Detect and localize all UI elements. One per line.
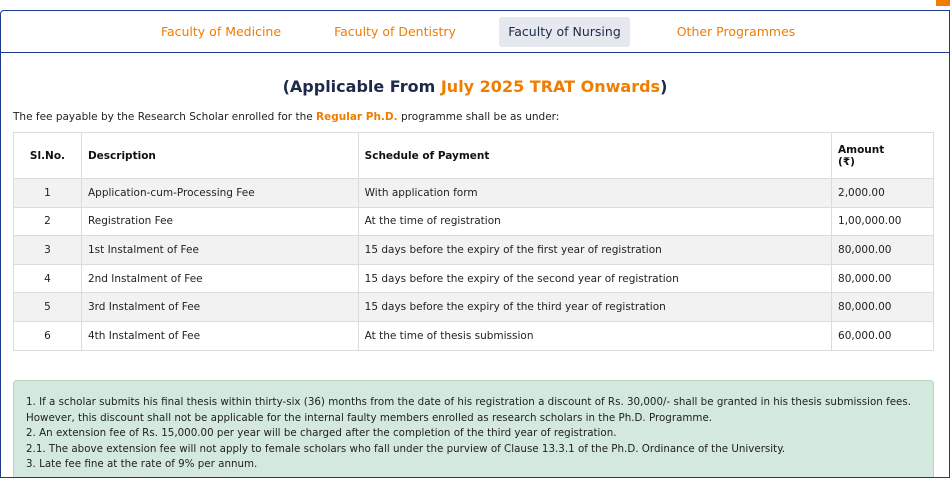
cell-no: 2 [14,207,82,236]
cell-amount: 60,000.00 [832,321,934,350]
note-line: 2. An extension fee of Rs. 15,000.00 per year will be charged after the completion of the third year of registration. [26,427,617,439]
tab-other-programmes[interactable]: Other Programmes [676,24,796,39]
faculty-tabs [1,11,949,53]
cell-description: Application-cum-Processing Fee [81,179,358,208]
note-line: However, this discount shall not be applicable for the internal faulty members enrolled as research scholars in the Ph.D. Programme. [26,411,713,424]
header-schedule: Schedule of Payment [358,133,831,179]
note-line: 2.1. The above extension fee will not apply to female scholars who fall under the purview of Clause 13.3.1 of the Ph.D. Ordinance of the University. [26,442,786,455]
table-row [14,293,934,322]
tab-faculty-of-nursing[interactable]: Faculty of Nursing [499,17,630,47]
header-amount [832,133,934,179]
table-row [14,264,934,293]
intro-prefix: The fee payable by the Research Scholar enrolled for the [13,111,317,123]
corner-accent [936,0,950,6]
tab-faculty-of-medicine[interactable]: Faculty of Medicine [160,24,282,39]
cell-schedule: 15 days before the expiry of the first year of registration [358,236,831,265]
cell-no: 3 [14,236,82,265]
cell-schedule: 15 days before the expiry of the second year of registration [358,264,831,293]
page-title [1,77,949,96]
cell-description: 2nd Instalment of Fee [81,264,358,293]
table-row [14,179,934,208]
cell-description: 4th Instalment of Fee [81,321,358,350]
tab-faculty-of-dentistry[interactable]: Faculty of Dentistry [334,24,456,39]
fee-table [13,132,934,351]
cell-amount: 80,000.00 [832,236,934,265]
header-amount-label: Amount [838,143,885,156]
header-sl-no: Sl.No. [14,133,82,179]
notes-box [13,380,934,478]
title-highlight: July 2025 TRAT Onwards [440,77,661,96]
cell-schedule: At the time of registration [358,207,831,236]
note-line: 1. If a scholar submits his final thesis within thirty-six (36) months from the date of his registration a discount of Rs. 30,000/- shall be granted in his thesis submission fees. [26,396,911,408]
title-prefix: (Applicable From [282,77,441,96]
cell-description: Registration Fee [81,207,358,236]
cell-description: 3rd Instalment of Fee [81,293,358,322]
cell-no: 1 [14,179,82,208]
cell-no: 5 [14,293,82,322]
table-header-row [14,133,934,179]
cell-no: 4 [14,264,82,293]
cell-amount: 80,000.00 [832,264,934,293]
table-row [14,236,934,265]
intro-suffix: programme shall be as under: [397,111,560,123]
cell-amount: 2,000.00 [832,179,934,208]
cell-description: 1st Instalment of Fee [81,236,358,265]
header-amount-unit: (₹) [838,155,855,168]
cell-schedule: At the time of thesis submission [358,321,831,350]
table-row [14,321,934,350]
intro-highlight: Regular Ph.D. [316,111,398,123]
title-suffix: ) [660,77,668,96]
cell-no: 6 [14,321,82,350]
intro-text [13,111,559,123]
cell-amount: 80,000.00 [832,293,934,322]
table-row [14,207,934,236]
fee-panel [0,10,950,478]
cell-schedule: 15 days before the expiry of the third year of registration [358,293,831,322]
cell-amount: 1,00,000.00 [832,207,934,236]
cell-schedule: With application form [358,179,831,208]
header-description: Description [81,133,358,179]
note-line: 3. Late fee fine at the rate of 9% per annum. [26,458,258,470]
